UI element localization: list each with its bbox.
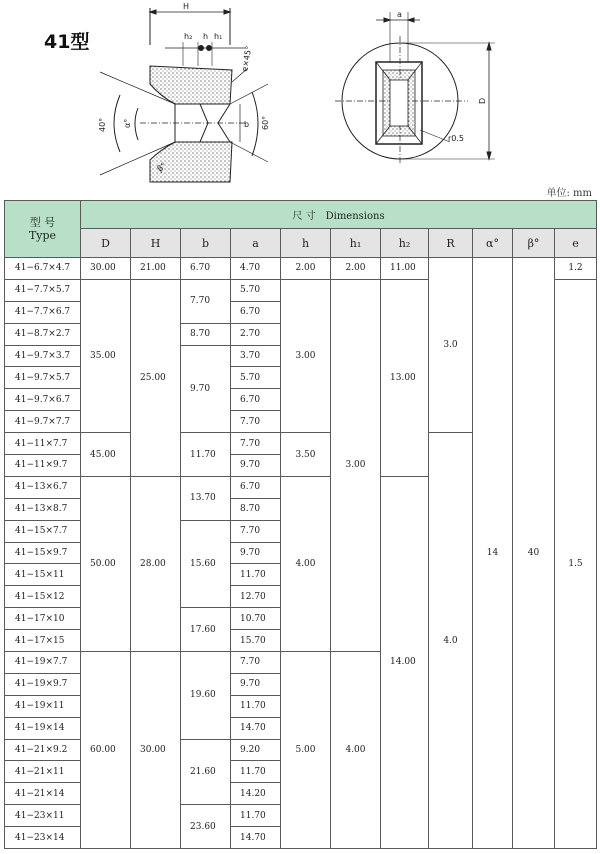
type-cell: 41−21×11	[5, 761, 81, 783]
type-cell: 41−15×7.7	[5, 520, 81, 542]
dim-label-beta: β°	[155, 160, 169, 174]
d-cell: 60.00	[81, 652, 131, 849]
dim-label-h: h	[203, 32, 209, 41]
type-cell: 41−9.7×5.7	[5, 367, 81, 389]
dim-label-H: H	[183, 2, 190, 11]
col-R: R	[429, 229, 473, 258]
type-cell: 41−6.7×4.7	[5, 258, 81, 280]
b-cell: 23.60	[181, 805, 231, 849]
r-cell: 3.0	[429, 258, 473, 433]
h2-cell: 11.00	[381, 258, 429, 280]
dim-label-h2: h₂	[184, 32, 193, 41]
h1-cell: 2.00	[331, 258, 381, 280]
col-b: b	[181, 229, 231, 258]
a-cell: 7.70	[231, 652, 281, 674]
e-cell: 1.5	[555, 279, 597, 848]
type-header-en: Type	[28, 229, 57, 242]
a-cell: 10.70	[231, 608, 281, 630]
type-cell: 41−19×14	[5, 717, 81, 739]
col-D: D	[81, 229, 131, 258]
technical-drawing	[0, 0, 600, 190]
type-cell: 41−19×11	[5, 695, 81, 717]
type-cell: 41−19×7.7	[5, 652, 81, 674]
a-cell: 11.70	[231, 695, 281, 717]
a-cell: 14.20	[231, 783, 281, 805]
type-header-cn: 型 号	[29, 216, 56, 229]
b-cell: 17.60	[181, 608, 231, 652]
a-cell: 11.70	[231, 805, 281, 827]
unit-label: 单位: mm	[546, 188, 592, 199]
b-cell: 21.60	[181, 739, 231, 805]
type-cell: 41−13×6.7	[5, 476, 81, 498]
type-cell: 41−15×11	[5, 564, 81, 586]
a-cell: 11.70	[231, 564, 281, 586]
front-view	[335, 12, 495, 165]
col-e: e	[555, 229, 597, 258]
type-cell: 41−9.7×6.7	[5, 389, 81, 411]
type-cell: 41−21×9.2	[5, 739, 81, 761]
type-cell: 41−11×7.7	[5, 433, 81, 455]
a-cell: 14.70	[231, 717, 281, 739]
type-cell: 41−19×9.7	[5, 673, 81, 695]
type-cell: 41−7.7×5.7	[5, 279, 81, 301]
a-cell: 6.70	[231, 476, 281, 498]
b-cell: 7.70	[181, 279, 231, 323]
a-cell: 2.70	[231, 323, 281, 345]
a-cell: 11.70	[231, 761, 281, 783]
r-cell: 4.0	[429, 433, 473, 849]
col-h: h	[281, 229, 331, 258]
h1-cell: 3.00	[331, 279, 381, 651]
type-cell: 41−23×14	[5, 827, 81, 849]
a-cell: 7.70	[231, 411, 281, 433]
a-cell: 9.70	[231, 455, 281, 477]
a-cell: 7.70	[231, 520, 281, 542]
a-cell: 8.70	[231, 498, 281, 520]
a-cell: 12.70	[231, 586, 281, 608]
type-cell: 41−15×9.7	[5, 542, 81, 564]
dim-label-h1: h₁	[214, 32, 223, 41]
d-cell: 45.00	[81, 433, 131, 477]
type-cell: 41−17×10	[5, 608, 81, 630]
dimensions-header: 尺 寸 Dimensions	[81, 201, 597, 229]
a-cell: 9.70	[231, 673, 281, 695]
d-cell: 50.00	[81, 476, 131, 651]
h-total-cell: 28.00	[131, 476, 181, 651]
a-cell: 5.70	[231, 279, 281, 301]
a-cell: 6.70	[231, 301, 281, 323]
dim-label-D: D	[478, 97, 487, 104]
a-cell: 3.70	[231, 345, 281, 367]
dim-label-e45: e×45°	[240, 45, 254, 73]
col-h1: h₁	[331, 229, 381, 258]
h-total-cell: 30.00	[131, 652, 181, 849]
b-cell: 19.60	[181, 652, 231, 740]
type-cell: 41−7.7×6.7	[5, 301, 81, 323]
table-row	[5, 258, 597, 280]
type-cell: 41−21×14	[5, 783, 81, 805]
type-header	[5, 201, 81, 258]
dim-label-b: b	[244, 120, 250, 129]
b-cell: 11.70	[181, 433, 231, 477]
h1-cell: 4.00	[331, 652, 381, 849]
beta-cell: 40	[513, 258, 555, 849]
col-a: a	[231, 229, 281, 258]
a-cell: 15.70	[231, 630, 281, 652]
type-cell: 41−11×9.7	[5, 455, 81, 477]
col-H: H	[131, 229, 181, 258]
d-cell: 35.00	[81, 279, 131, 432]
b-cell: 8.70	[181, 323, 231, 345]
spec-table	[4, 200, 597, 849]
type-cell: 41−9.7×3.7	[5, 345, 81, 367]
h-cell: 4.00	[281, 476, 331, 651]
b-cell: 15.60	[181, 520, 231, 608]
col-beta: β°	[513, 229, 555, 258]
h-cell: 3.50	[281, 433, 331, 477]
e-cell: 1.2	[555, 258, 597, 280]
type-cell: 41−8.7×2.7	[5, 323, 81, 345]
h-cell: 2.00	[281, 258, 331, 280]
b-cell: 6.70	[181, 258, 231, 280]
dim-label-40: 40°	[98, 117, 107, 132]
type-cell: 41−15×12	[5, 586, 81, 608]
dim-label-60: 60°	[261, 115, 270, 130]
type-cell: 41−23×11	[5, 805, 81, 827]
h-total-cell: 25.00	[131, 279, 181, 476]
h2-cell: 13.00	[381, 279, 429, 476]
d-cell: 30.00	[81, 258, 131, 280]
h-cell: 5.00	[281, 652, 331, 849]
type-cell: 41−17×15	[5, 630, 81, 652]
dim-label-r05: r0.5	[448, 134, 465, 143]
col-alpha: α°	[473, 229, 513, 258]
alpha-cell: 14	[473, 258, 513, 849]
a-cell: 5.70	[231, 367, 281, 389]
page-title: 41型	[44, 31, 90, 53]
dim-label-a: a	[397, 10, 402, 19]
h-cell: 3.00	[281, 279, 331, 432]
type-cell: 41−13×8.7	[5, 498, 81, 520]
a-cell: 14.70	[231, 827, 281, 849]
a-cell: 9.70	[231, 542, 281, 564]
a-cell: 9.20	[231, 739, 281, 761]
type-cell: 41−9.7×7.7	[5, 411, 81, 433]
a-cell: 6.70	[231, 389, 281, 411]
h2-cell: 14.00	[381, 476, 429, 848]
b-cell: 13.70	[181, 476, 231, 520]
a-cell: 4.70	[231, 258, 281, 280]
a-cell: 7.70	[231, 433, 281, 455]
dim-label-alpha: α°	[123, 118, 132, 128]
col-h2: h₂	[381, 229, 429, 258]
b-cell: 9.70	[181, 345, 231, 433]
h-total-cell: 21.00	[131, 258, 181, 280]
